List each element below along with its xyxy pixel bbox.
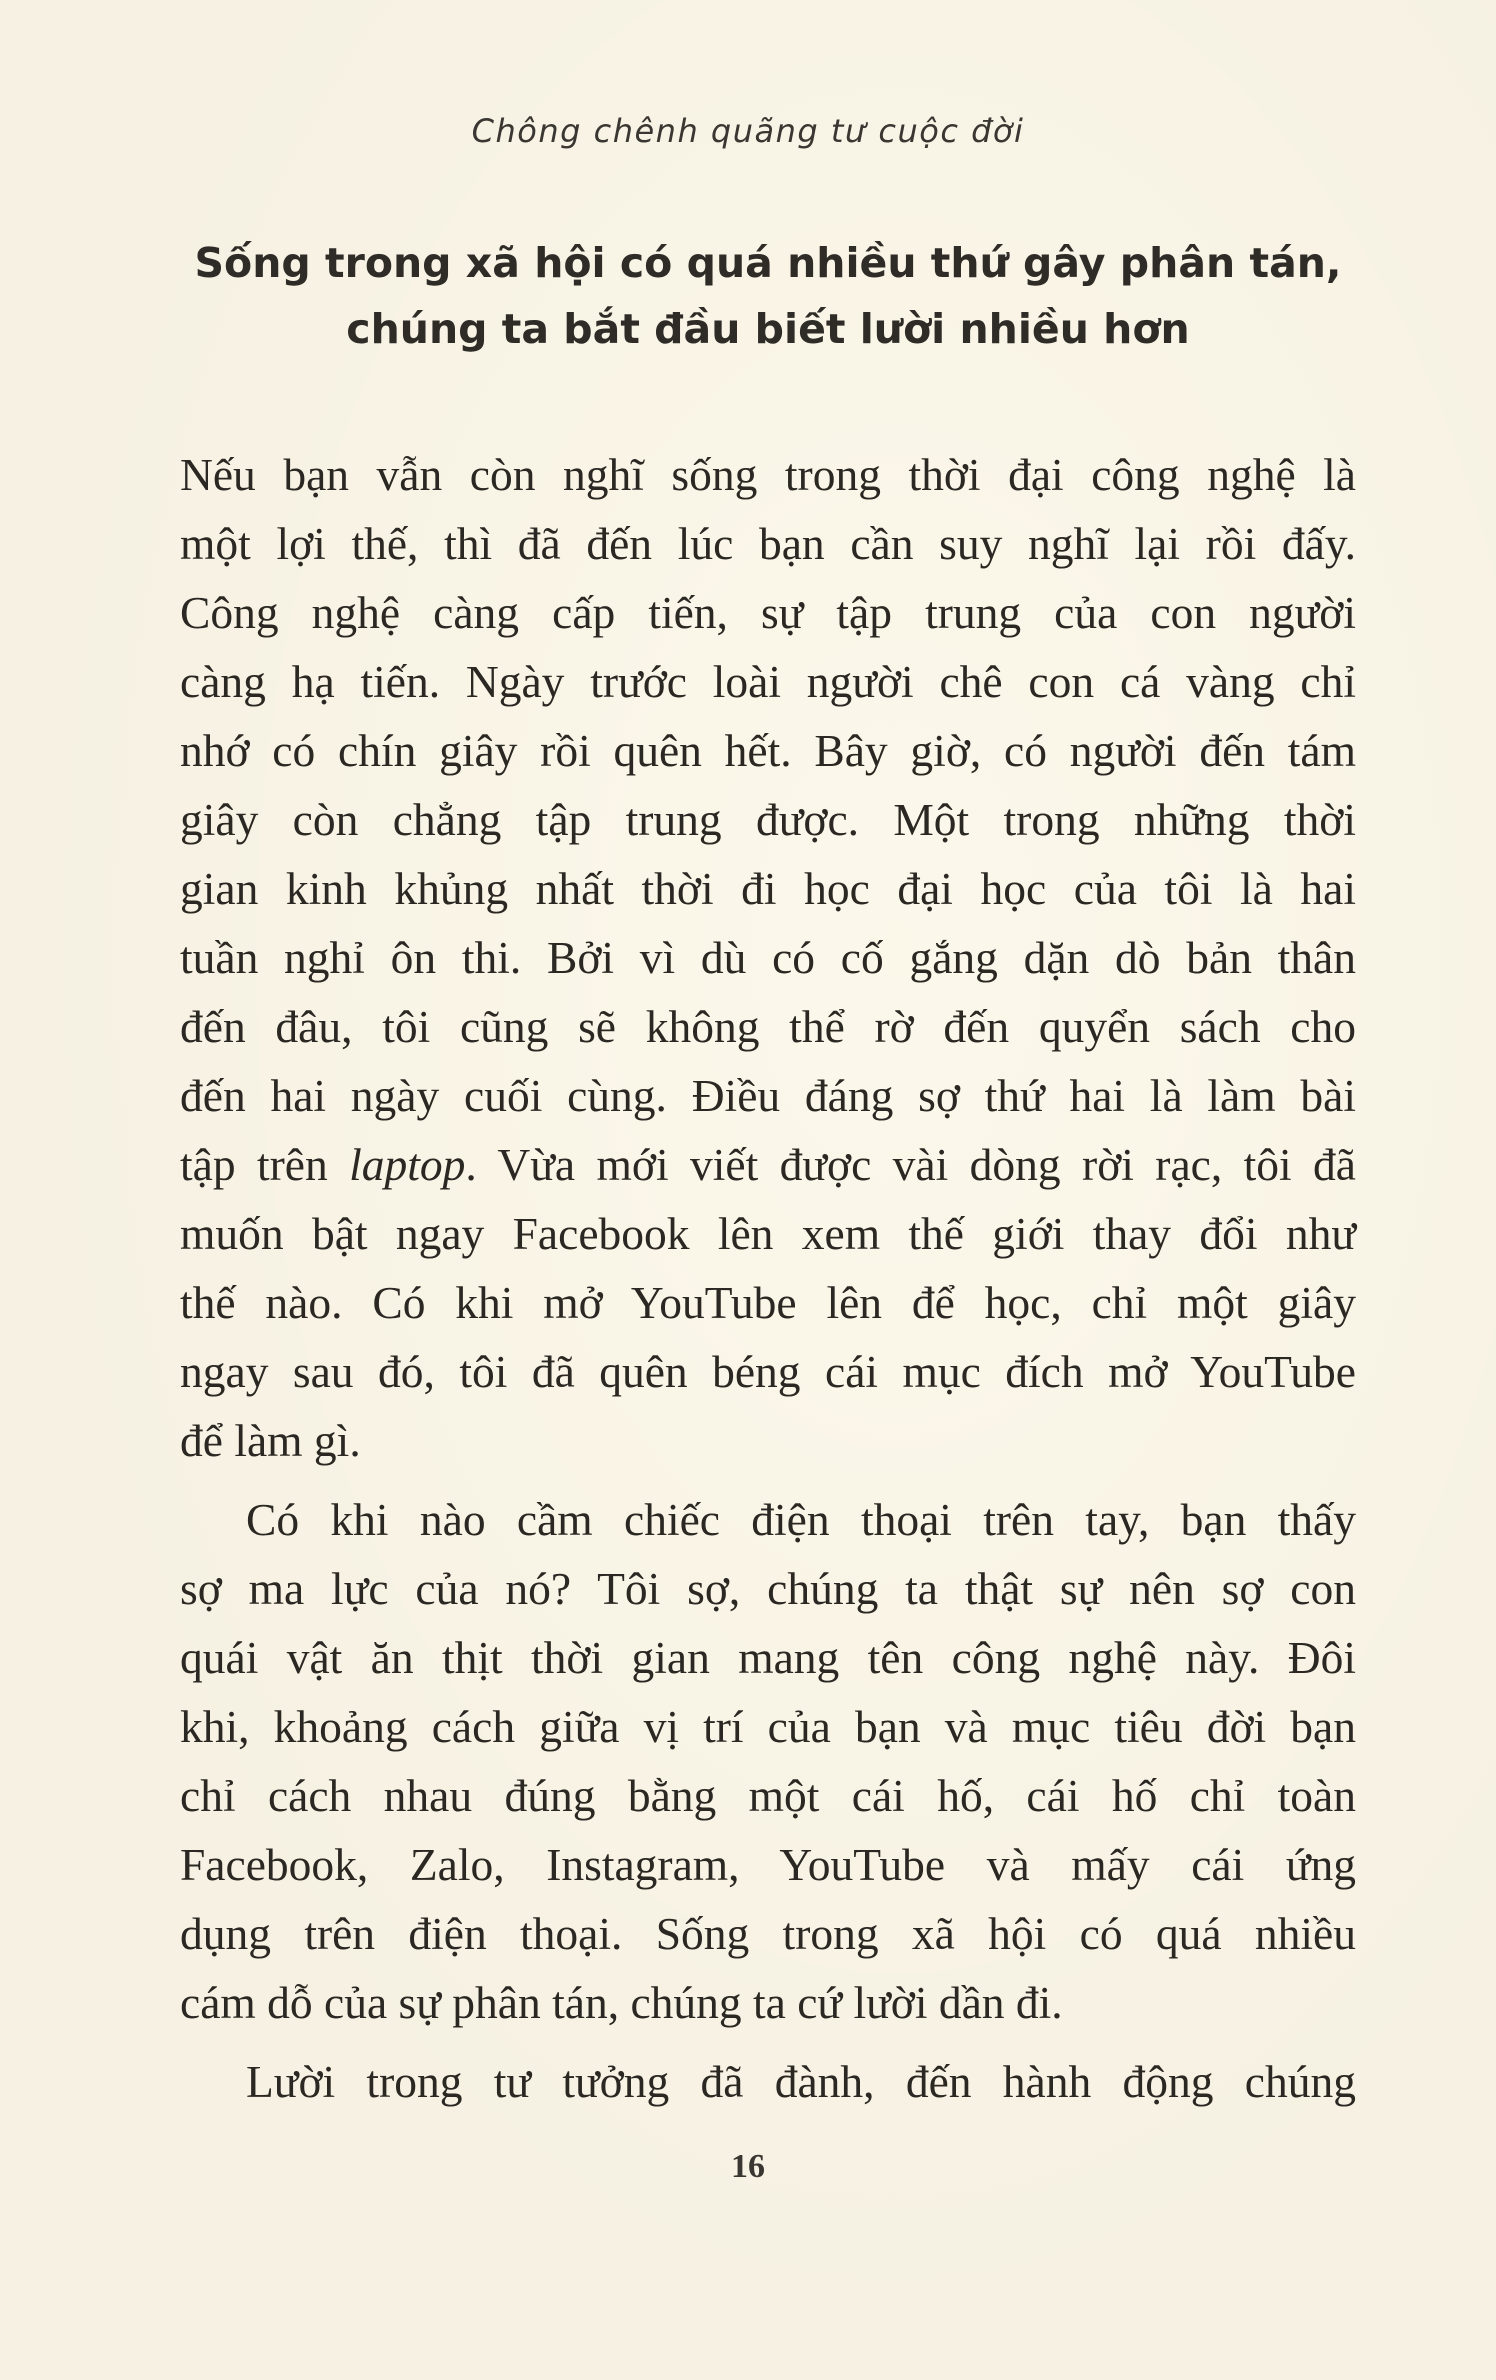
text-line: tuần nghỉ ôn thi. Bởi vì dù có cố gắng dặn dò bản thân [180,932,1356,983]
text-line: ngay sau đó, tôi đã quên béng cái mục đích mở YouTube [180,1346,1356,1397]
text-line: để làm gì. [180,1415,361,1466]
text-line: đến đâu, tôi cũng sẽ không thể rờ đến quyển sách cho [180,1001,1356,1052]
text-line: đến hai ngày cuối cùng. Điều đáng sợ thứ hai là làm bài [180,1070,1356,1121]
text-line: chỉ cách nhau đúng bằng một cái hố, cái hố chỉ toàn [180,1770,1356,1821]
text-line: giây còn chẳng tập trung được. Một trong những thời [180,794,1356,845]
chapter-title [180,230,1356,362]
paragraph-gap [180,1475,1356,1485]
text-line: thế nào. Có khi mở YouTube lên để học, chỉ một giây [180,1277,1356,1328]
page-number: 16 [731,2148,765,2185]
text-line: Nếu bạn vẫn còn nghĩ sống trong thời đại công nghệ là [180,449,1356,500]
paragraph [180,2047,1356,2116]
paragraph [180,1485,1356,2037]
body-text [180,440,1356,2116]
text-line: một lợi thế, thì đã đến lúc bạn cần suy nghĩ lại rồi đấy. [180,518,1356,569]
text-line: sợ ma lực của nó? Tôi sợ, chúng ta thật sự nên sợ con [180,1563,1356,1614]
text-line: dụng trên điện thoại. Sống trong xã hội có quá nhiều [180,1908,1356,1959]
text-line: khi, khoảng cách giữa vị trí của bạn và mục tiêu đời bạn [180,1701,1356,1752]
paragraph-gap [180,2037,1356,2047]
text-line: muốn bật ngay Facebook lên xem thế giới thay đổi như [180,1208,1356,1259]
running-header: Chông chênh quãng tư cuộc đời [471,112,1025,150]
text-line: càng hạ tiến. Ngày trước loài người chê con cá vàng chỉ [180,656,1356,707]
text-line: nhớ có chín giây rồi quên hết. Bây giờ, có người đến tám [180,725,1356,776]
italic-term: laptop [349,1139,466,1190]
text-line: quái vật ăn thịt thời gian mang tên công nghệ này. Đôi [180,1632,1356,1683]
text-line: Có khi nào cầm chiếc điện thoại trên tay, bạn thấy [246,1494,1356,1545]
paragraph [180,440,1356,1475]
text-line: Facebook, Zalo, Instagram, YouTube và mấy cái ứng [180,1839,1356,1890]
text-line: tập trên laptop. Vừa mới viết được vài dòng rời rạc, tôi đã [180,1139,1356,1190]
text-line: cám dỗ của sự phân tán, chúng ta cứ lười dần đi. [180,1977,1063,2028]
chapter-title-line: chúng ta bắt đầu biết lười nhiều hơn [346,305,1190,353]
text-line: Lười trong tư tưởng đã đành, đến hành động chúng [246,2056,1356,2107]
chapter-title-line: Sống trong xã hội có quá nhiều thứ gây phân tán, [194,239,1342,287]
text-line: gian kinh khủng nhất thời đi học đại học của tôi là hai [180,863,1356,914]
text-line: Công nghệ càng cấp tiến, sự tập trung của con người [180,587,1356,638]
